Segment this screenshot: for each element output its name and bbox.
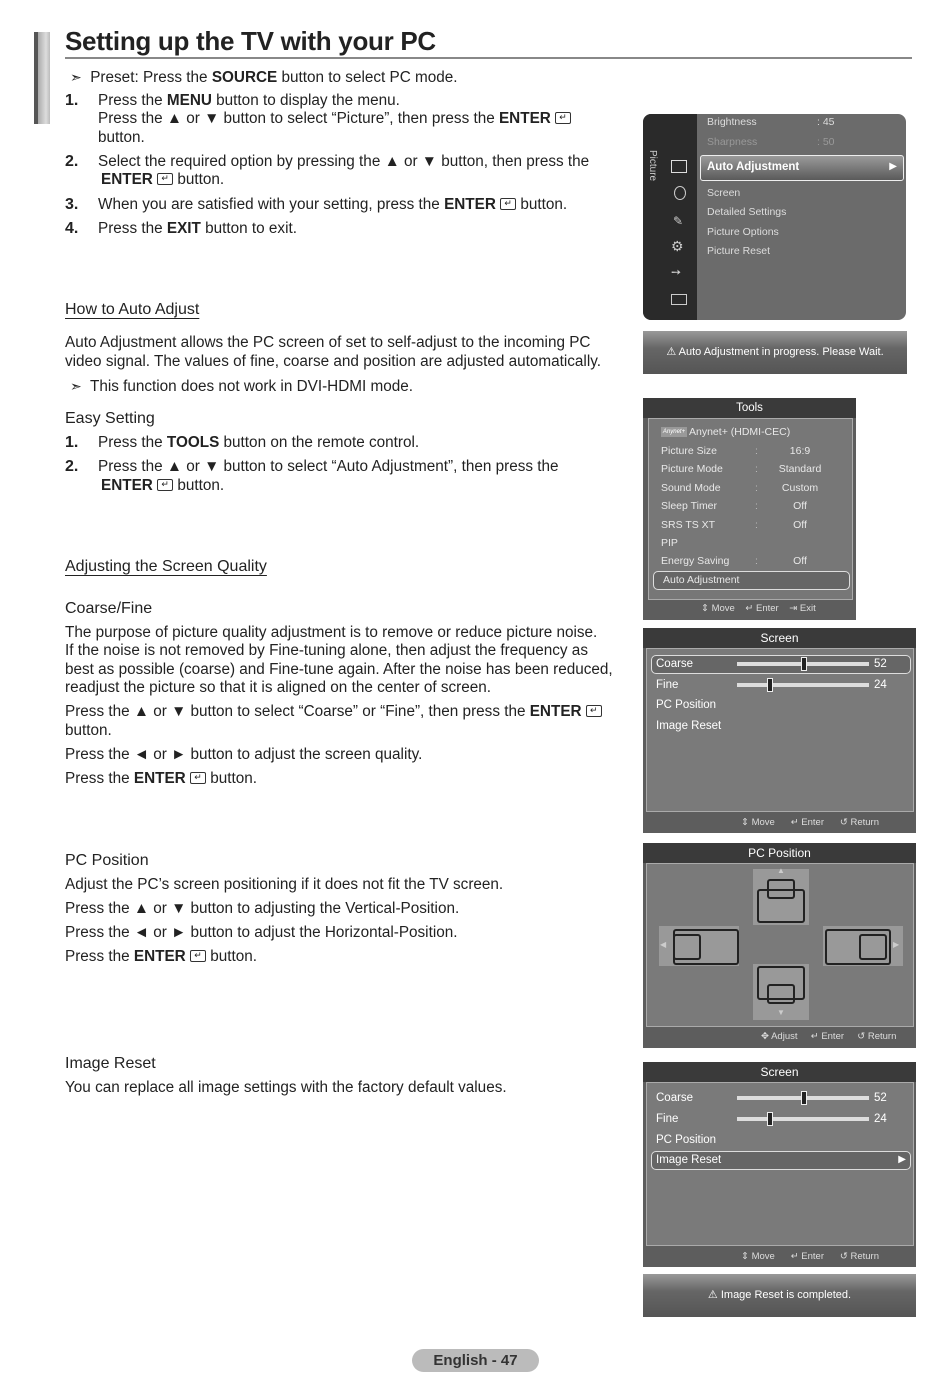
return-icon: ↺ xyxy=(839,817,848,828)
screen-menu-title: Screen xyxy=(643,1062,916,1082)
coarse-label: Coarse xyxy=(656,658,694,670)
tools-item-label[interactable]: Energy Saving xyxy=(661,555,730,568)
tools-item-anynet[interactable]: Anynet+ (HDMI-CEC) xyxy=(689,426,791,438)
screen-menu-body xyxy=(646,648,914,812)
pc-position-body xyxy=(646,863,914,1027)
page-title: Setting up the TV with your PC xyxy=(65,26,436,56)
easy-step-2-line-1: Press the ▲ or ▼ button to select “Auto Adjustment”, then press the xyxy=(98,458,559,475)
section-heading-screen-quality: Adjusting the Screen Quality xyxy=(65,558,267,575)
enter-icon: ↵ xyxy=(157,173,173,185)
tools-item-separator: : xyxy=(755,481,758,494)
step-1-line-2: Press the ▲ or ▼ button to select “Picture”, then press the ENTER ↵ xyxy=(98,110,571,129)
pc-position-title: PC Position xyxy=(643,843,916,863)
sound-icon xyxy=(674,186,686,200)
pc-position-osd xyxy=(643,843,916,1048)
step-number: 1. xyxy=(65,434,79,451)
step-1-line-1: Press the MENU button to display the menu. xyxy=(98,92,400,109)
auto-adjust-para-2: video signal. The values of fine, coarse and position are adjusted automatically. xyxy=(65,353,601,370)
pc-position-para-2: Press the ▲ or ▼ button to adjusting the Vertical-Position. xyxy=(65,900,460,917)
picture-menu-osd xyxy=(643,114,906,320)
tools-footer: ⇕ Move ↵ Enter ⇥ Exit xyxy=(701,603,816,614)
warning-icon: ⚠ xyxy=(666,346,677,358)
channel-icon: ✎ xyxy=(673,214,684,228)
step-2-line-2: ENTER ↵ button. xyxy=(101,171,225,188)
enter-icon: ↵ xyxy=(586,705,602,717)
position-down-cell[interactable] xyxy=(753,964,809,1020)
adjust-icon: ✥ xyxy=(761,1031,769,1042)
menu-item-picture-reset[interactable]: Picture Reset xyxy=(707,245,771,257)
fine-slider[interactable] xyxy=(737,1117,869,1121)
quality-para-7: Press the ◄ or ► button to adjust the screen quality. xyxy=(65,746,423,763)
preset-line: ➣ Preset: Press the SOURCE button to select PC mode. xyxy=(70,69,458,86)
image-reset-heading: Image Reset xyxy=(65,1055,156,1072)
menu-item-image-reset[interactable]: Image Reset ▶ xyxy=(651,1151,911,1170)
tools-menu-osd xyxy=(643,398,856,620)
pc-position-para-3: Press the ◄ or ► button to adjust the Horizontal-Position. xyxy=(65,924,458,941)
setup-icon: ⚙ xyxy=(671,238,684,254)
step-2-line-1: Select the required option by pressing the ▲ or ▼ button, then press the xyxy=(98,153,590,170)
exit-icon: ⇥ xyxy=(789,603,798,614)
position-right-cell[interactable] xyxy=(823,926,903,966)
pc-position-heading: PC Position xyxy=(65,852,149,869)
step-number: 2. xyxy=(65,153,79,170)
enter-icon: ↵ xyxy=(190,950,206,962)
enter-icon: ↵ xyxy=(555,112,571,124)
fine-label[interactable]: Fine xyxy=(656,1113,679,1125)
enter-icon: ↵ xyxy=(190,772,206,784)
sharpness-value: : 50 xyxy=(817,136,835,148)
easy-step-1: Press the TOOLS button on the remote control. xyxy=(98,434,420,451)
coarse-label[interactable]: Coarse xyxy=(656,1092,694,1104)
quality-para-8: Press the ENTER ↵ button. xyxy=(65,770,257,787)
enter-icon: ↵ xyxy=(157,479,173,491)
tools-item-label[interactable]: Picture Size xyxy=(661,445,718,457)
image-reset-para: You can replace all image settings with the factory default values. xyxy=(65,1079,507,1096)
step-4-line: Press the EXIT button to exit. xyxy=(98,220,297,237)
position-up-cell[interactable] xyxy=(753,866,809,925)
tools-item-separator: : xyxy=(755,463,758,476)
picture-side-label: Picture xyxy=(647,150,658,182)
tools-item-label[interactable]: PIP xyxy=(661,537,678,549)
menu-item-pc-position[interactable]: PC Position xyxy=(656,1134,717,1146)
updown-icon: ⇕ xyxy=(701,603,709,614)
auto-adjust-message: ⚠ Auto Adjustment in progress. Please Wait. xyxy=(643,331,907,374)
fine-slider-thumb[interactable] xyxy=(767,678,773,692)
fine-slider-thumb[interactable] xyxy=(767,1112,773,1126)
menu-item-detailed-settings[interactable]: Detailed Settings xyxy=(707,206,787,218)
return-icon: ↺ xyxy=(857,1031,866,1042)
brightness-value: : 45 xyxy=(817,116,835,128)
section-heading-auto-adjust: How to Auto Adjust xyxy=(65,301,200,318)
tools-item-separator: : xyxy=(755,445,758,457)
pc-position-footer: ✥ Adjust ↵ Enter ↺ Return xyxy=(761,1031,897,1042)
position-left-cell[interactable] xyxy=(659,926,739,966)
step-1-line-3: button. xyxy=(98,129,145,146)
brightness-label: Brightness xyxy=(707,116,757,128)
tools-item-auto-adjustment[interactable]: Auto Adjustment xyxy=(653,571,850,590)
quality-para-2: If the noise is not removed by Fine-tuning alone, then adjust the frequency as xyxy=(65,642,588,659)
fine-slider[interactable] xyxy=(737,683,869,687)
menu-item-picture-options[interactable]: Picture Options xyxy=(707,226,779,238)
quality-para-6: button. xyxy=(65,722,112,739)
down-arrow-icon: ▼ xyxy=(777,1008,785,1017)
coarse-slider-thumb[interactable] xyxy=(801,1091,807,1105)
tools-item-separator: : xyxy=(755,518,758,531)
quality-para-5: Press the ▲ or ▼ button to select “Coarse” or “Fine”, then press the ENTER ↵ xyxy=(65,703,602,722)
screen-menu-footer: ⇕ Move ↵ Enter ↺ Return xyxy=(741,1251,879,1262)
coarse-value: 52 xyxy=(874,1092,887,1104)
sharpness-label: Sharpness xyxy=(707,136,758,148)
enter-icon: ↵ xyxy=(790,1251,799,1262)
updown-icon: ⇕ xyxy=(741,817,749,828)
tools-item-value: Custom xyxy=(781,481,819,494)
quality-para-3: best as possible (coarse) and Fine-tune again. After the noise has been reduced, xyxy=(65,661,613,678)
up-arrow-icon: ▲ xyxy=(777,866,785,875)
coarse-slider-thumb[interactable] xyxy=(801,657,807,671)
enter-icon: ↵ xyxy=(790,817,799,828)
picture-menu-sidebar xyxy=(643,114,697,320)
step-3-line: When you are satisfied with your setting, press the ENTER ↵ button. xyxy=(98,196,568,213)
updown-icon: ⇕ xyxy=(741,1251,749,1262)
tools-item-label[interactable]: Picture Mode xyxy=(661,463,723,476)
easy-setting-heading: Easy Setting xyxy=(65,410,155,427)
image-reset-message: ⚠ Image Reset is completed. xyxy=(643,1274,916,1317)
coarse-fine-heading: Coarse/Fine xyxy=(65,600,153,617)
warning-icon: ⚠ xyxy=(707,1289,718,1301)
picture-icon xyxy=(671,160,687,173)
tools-body xyxy=(648,418,853,600)
fine-value: 24 xyxy=(874,1113,887,1125)
step-number: 3. xyxy=(65,196,79,213)
return-icon: ↺ xyxy=(839,1251,848,1262)
tools-item-separator: : xyxy=(755,555,758,568)
pc-position-para-1: Adjust the PC’s screen positioning if it does not fit the TV screen. xyxy=(65,876,504,893)
application-icon xyxy=(671,294,687,305)
fine-label[interactable]: Fine xyxy=(656,679,679,691)
pc-position-para-4: Press the ENTER ↵ button. xyxy=(65,948,257,965)
step-number: 1. xyxy=(65,92,79,109)
enter-icon: ↵ xyxy=(500,198,516,210)
screen-menu-footer: ⇕ Move ↵ Enter ↺ Return xyxy=(741,817,879,828)
menu-item-auto-adjustment[interactable]: Auto Adjustment ▶ xyxy=(700,155,904,181)
menu-item-image-reset[interactable]: Image Reset xyxy=(656,720,722,732)
page-number: English - 47 xyxy=(412,1349,539,1372)
input-icon: ➙ xyxy=(671,265,682,279)
anynet-logo-icon: Anynet+ xyxy=(662,429,686,435)
screen-menu-reset-osd xyxy=(643,1062,916,1267)
tools-item-label[interactable]: Sleep Timer xyxy=(661,500,718,513)
right-arrow-icon: ▶ xyxy=(893,940,900,949)
step-number: 4. xyxy=(65,220,79,237)
tools-item-value: Off xyxy=(793,518,807,531)
tools-title: Tools xyxy=(643,398,856,418)
auto-adjust-note: ➣ This function does not work in DVI-HDMI mode. xyxy=(70,378,414,395)
note-arrow-icon: ➣ xyxy=(70,69,82,85)
tools-item-value: Off xyxy=(793,555,807,568)
enter-icon: ↵ xyxy=(810,1031,819,1042)
coarse-value: 52 xyxy=(874,658,887,670)
easy-step-2-line-2: ENTER ↵ button. xyxy=(101,477,225,494)
menu-item-screen[interactable]: Screen xyxy=(707,187,741,199)
menu-item-pc-position[interactable]: PC Position xyxy=(656,699,717,711)
screen-menu-osd xyxy=(643,628,916,833)
note-arrow-icon: ➣ xyxy=(70,378,82,394)
tools-item-separator: : xyxy=(755,500,758,513)
quality-para-4: readjust the picture so that it is aligned on the center of screen. xyxy=(65,679,492,696)
screen-menu-body xyxy=(646,1082,914,1246)
tools-item-value: 16:9 xyxy=(789,445,811,457)
title-rule xyxy=(65,57,912,59)
fine-value: 24 xyxy=(874,679,887,691)
tools-item-value: Standard xyxy=(778,463,822,476)
screen-menu-title: Screen xyxy=(643,628,916,648)
chevron-right-icon: ▶ xyxy=(898,1154,906,1165)
auto-adjust-para-1: Auto Adjustment allows the PC screen of set to self-adjust to the incoming PC xyxy=(65,334,591,351)
margin-bar xyxy=(34,32,50,124)
tools-item-label[interactable]: Sound Mode xyxy=(661,481,721,494)
tools-item-label[interactable]: SRS TS XT xyxy=(661,518,716,531)
step-number: 2. xyxy=(65,458,79,475)
left-arrow-icon: ◀ xyxy=(660,940,667,949)
enter-icon: ↵ xyxy=(745,603,754,614)
tools-item-value: Off xyxy=(793,500,807,513)
chevron-right-icon: ▶ xyxy=(889,161,897,172)
quality-para-1: The purpose of picture quality adjustment is to remove or reduce picture noise. xyxy=(65,624,598,641)
